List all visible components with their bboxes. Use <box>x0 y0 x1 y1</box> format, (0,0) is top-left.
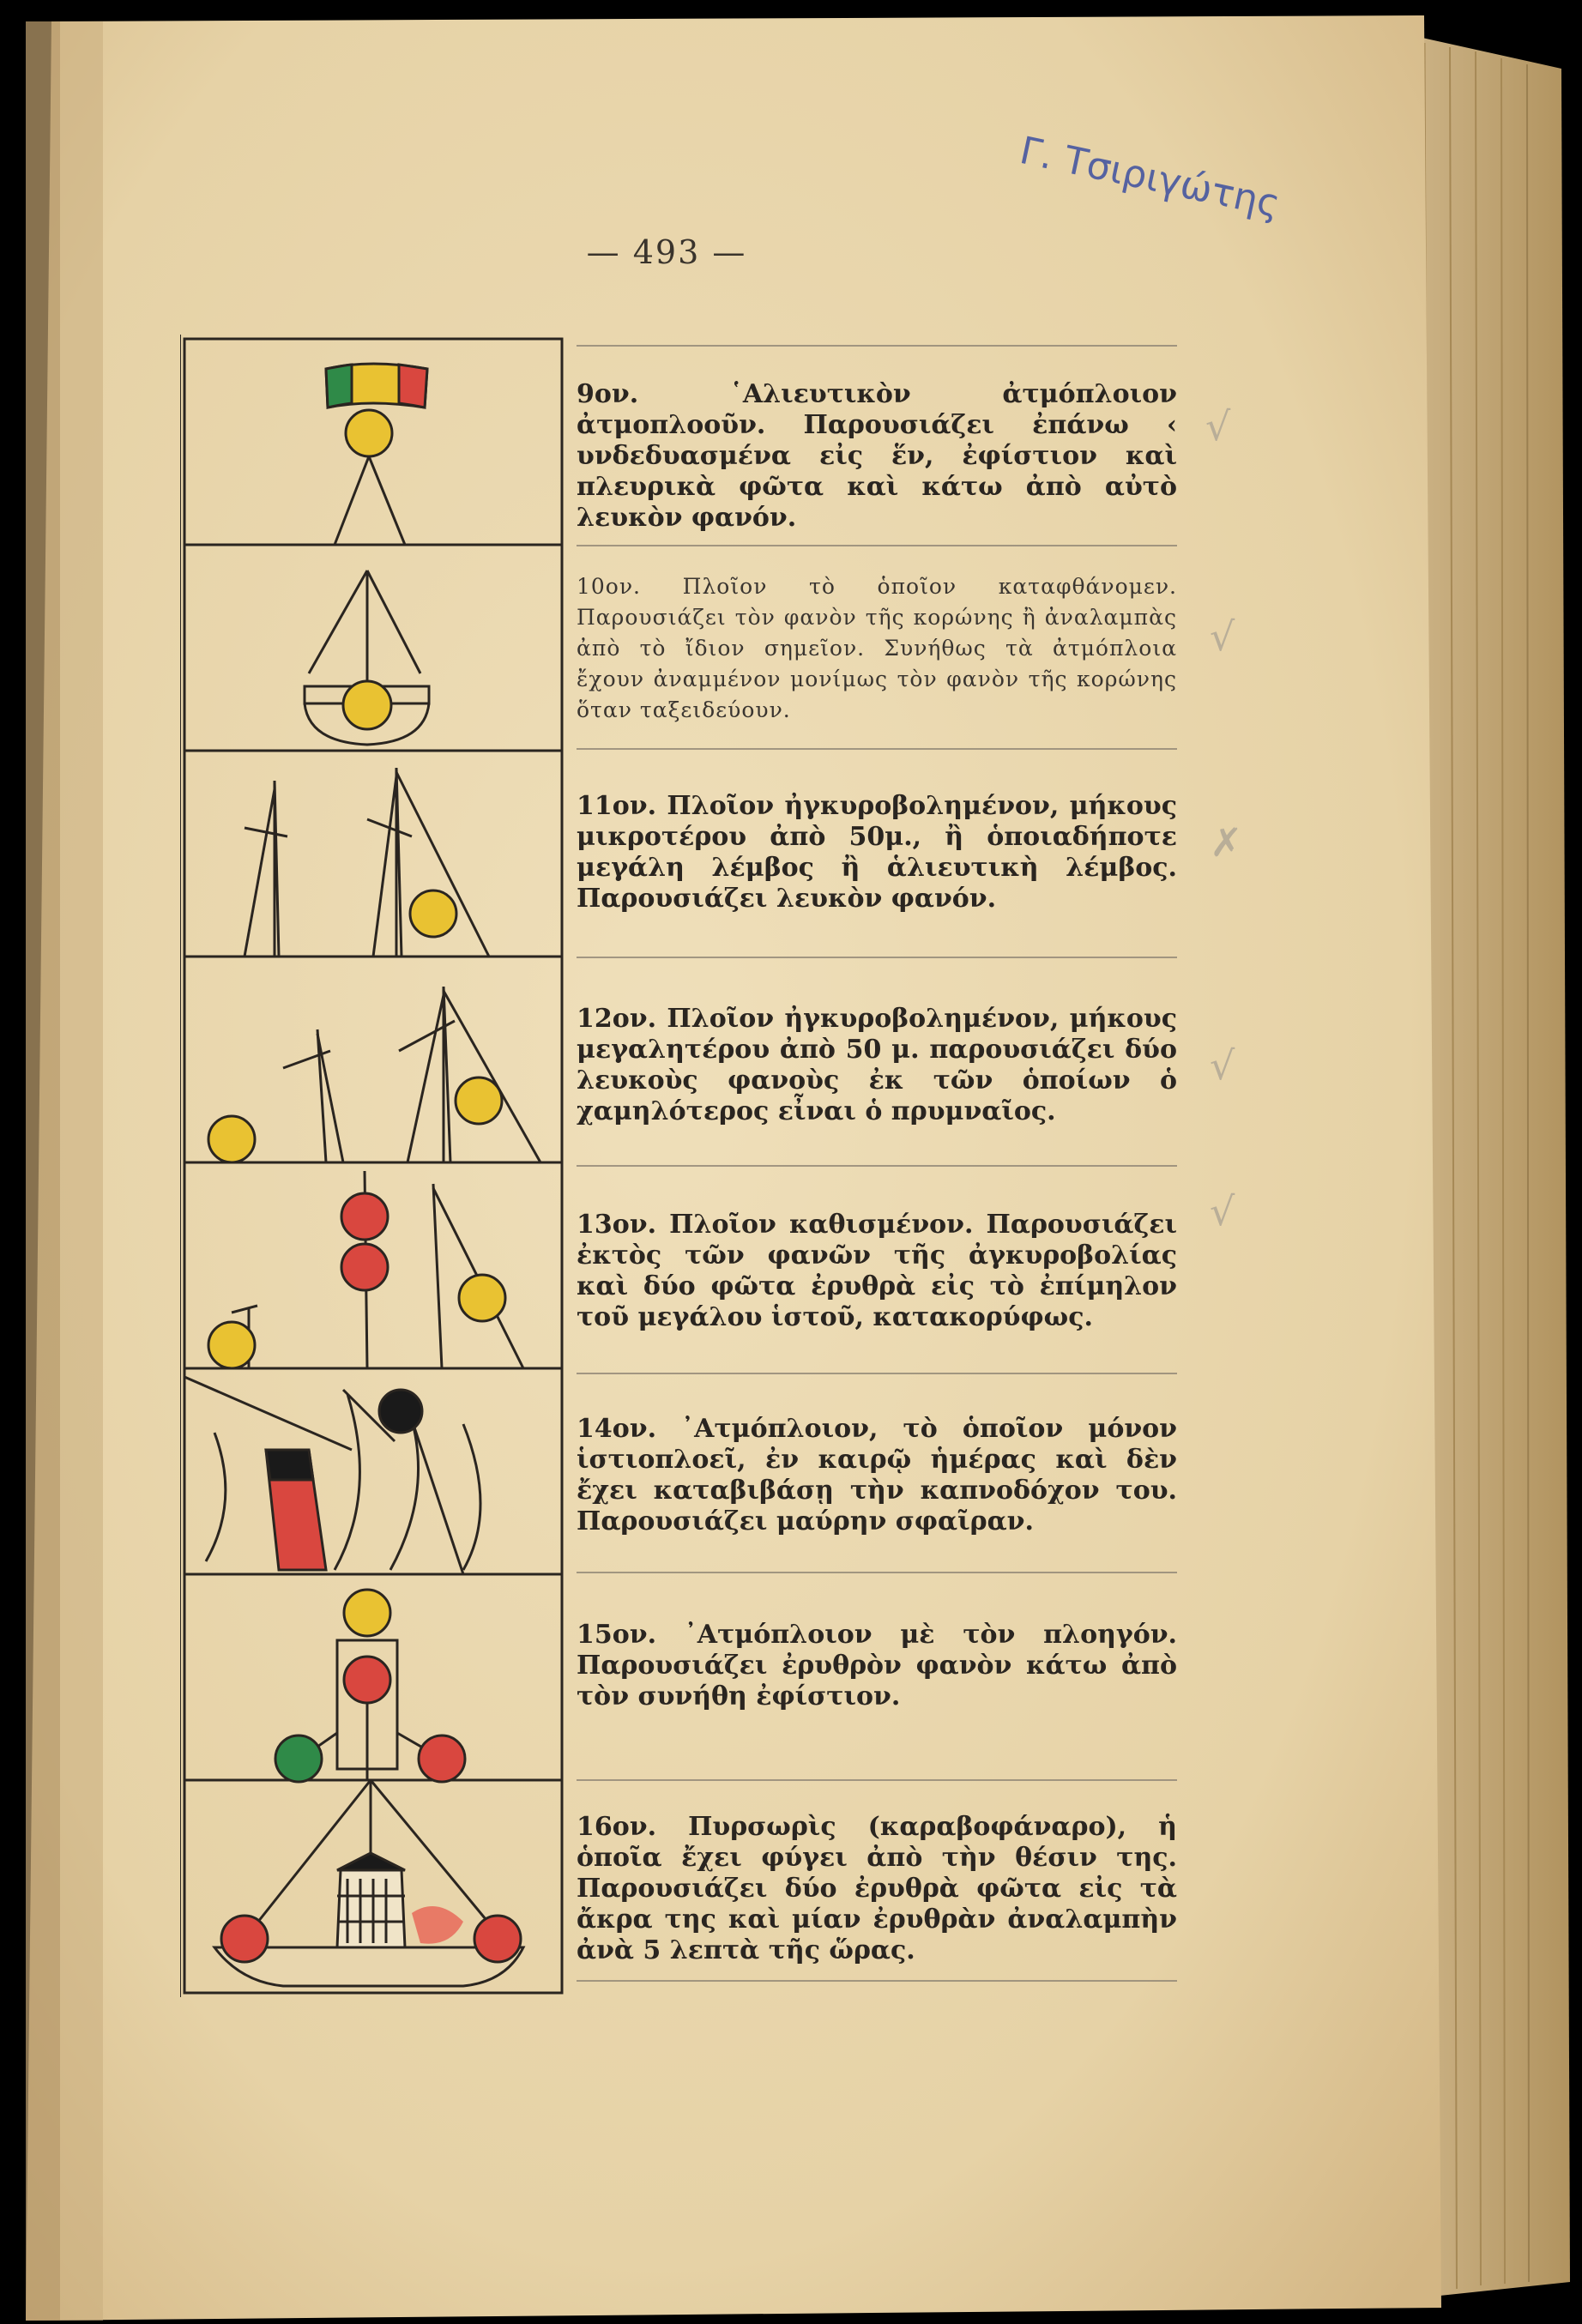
pencil-tick-icon: ✗ <box>1210 819 1243 866</box>
separator <box>577 957 1177 958</box>
pencil-tick-icon: √ <box>1210 1188 1235 1234</box>
item-12-text: 12ον. Πλοῖον ἠγκυροβολημένον, μήκους μεγαλητέρου ἀπὸ 50 μ. παρουσιάζει δύο λευκοὺς φανοὺς ἐκ τῶν ὁποίων ὁ χαμηλότερος εἶναι ὁ πρυμναῖος. <box>577 1004 1177 1126</box>
panel-15-figure <box>275 1590 465 1782</box>
panel-11-figure <box>245 768 489 957</box>
pencil-tick-icon: √ <box>1210 613 1235 660</box>
separator <box>577 1572 1177 1573</box>
pencil-tick-icon: √ <box>1210 1042 1235 1089</box>
separator <box>577 748 1177 750</box>
item-9-text: 9ον. ῾Αλιευτικὸν ἀτμόπλοιον ἀτμοπλοοῦν. Παρουσιάζει ἐπάνω ‹ υνδεδυασμένα εἰς ἕν, ἐφίστιον καὶ πλευρικὰ φῶτα καὶ κάτω ἀπὸ αὐτὸ λευκὸν φανόν. <box>577 379 1177 533</box>
separator <box>577 545 1177 546</box>
separator <box>577 1779 1177 1781</box>
separator <box>577 1373 1177 1374</box>
signal-lights-illustration <box>180 335 566 1999</box>
item-10-text: 10ον. Πλοῖον τὸ ὁποῖον καταφθάνομεν. Παρουσιάζει τὸν φανὸν τῆς κορώνης ἢ ἀναλαμπὰς ἀπὸ τὸ ἴδιον σημεῖον. Συνήθως τὰ ἀτμόπλοια ἔχουν ἀναμμένον μονίμως τὸν φανὸν τῆς κορώνης ὅταν ταξειδεύουν. <box>577 574 1177 722</box>
panel-16-figure <box>214 1780 523 1986</box>
item-14-text: 14ον. ᾿Ατμόπλοιον, τὸ ὁποῖον μόνον ἱστιοπλοεῖ, ἐν καιρῷ ἡμέρας καὶ δὲν ἔχει καταβιβάσῃ τὴν καπνοδόχον του. Παρουσιάζει μαύρην σφαῖραν. <box>577 1414 1177 1536</box>
panel-14-figure <box>184 1377 480 1574</box>
panel-13-figure <box>208 1171 523 1368</box>
item-15-text: 15ον. ᾿Ατμόπλοιον μὲ τὸν πλοηγόν. Παρουσιάζει ἐρυθρὸν φανὸν κάτω ἀπὸ τὸν συνήθη ἐφίστιον. <box>577 1620 1177 1711</box>
panel-10-figure <box>305 570 429 745</box>
panel-12-figure <box>208 987 540 1162</box>
page-number: — 493 — <box>586 233 747 271</box>
separator <box>577 345 1177 347</box>
owner-stamp: Γ. Τσιριγώτης <box>1016 129 1284 226</box>
separator <box>577 1980 1177 1982</box>
item-13-text: 13ον. Πλοῖον καθισμένον. Παρουσιάζει ἐκτὸς τῶν φανῶν τῆς ἀγκυροβολίας καὶ δύο φῶτα ἐρυθρὰ εἰς τὸ ἐπίμηλον τοῦ μεγάλου ἱστοῦ, κατακορύφως. <box>577 1210 1177 1332</box>
item-11-text: 11ον. Πλοῖον ἠγκυροβολημένον, μήκους μικροτέρου ἀπὸ 50μ., ἢ ὁποιαδήποτε μεγάλη λέμβος ἢ ἁλιευτικὴ λέμβος. Παρουσιάζει λευκὸν φανόν. <box>577 791 1177 914</box>
separator <box>577 1165 1177 1167</box>
pencil-tick-icon: √ <box>1205 403 1231 450</box>
item-16-text: 16ον. Πυρσωρὶς (καραβοφάναρο), ἡ ὁποῖα ἔχει φύγει ἀπὸ τὴν θέσιν της. Παρουσιάζει δύο ἐρυθρὰ φῶτα εἰς τὰ ἄκρα της καὶ μίαν ἐρυθρὰν ἀναλαμπὴν ἀνὰ 5 λεπτὰ τῆς ὥρας. <box>577 1812 1177 1965</box>
panel-9-figure <box>326 364 427 545</box>
